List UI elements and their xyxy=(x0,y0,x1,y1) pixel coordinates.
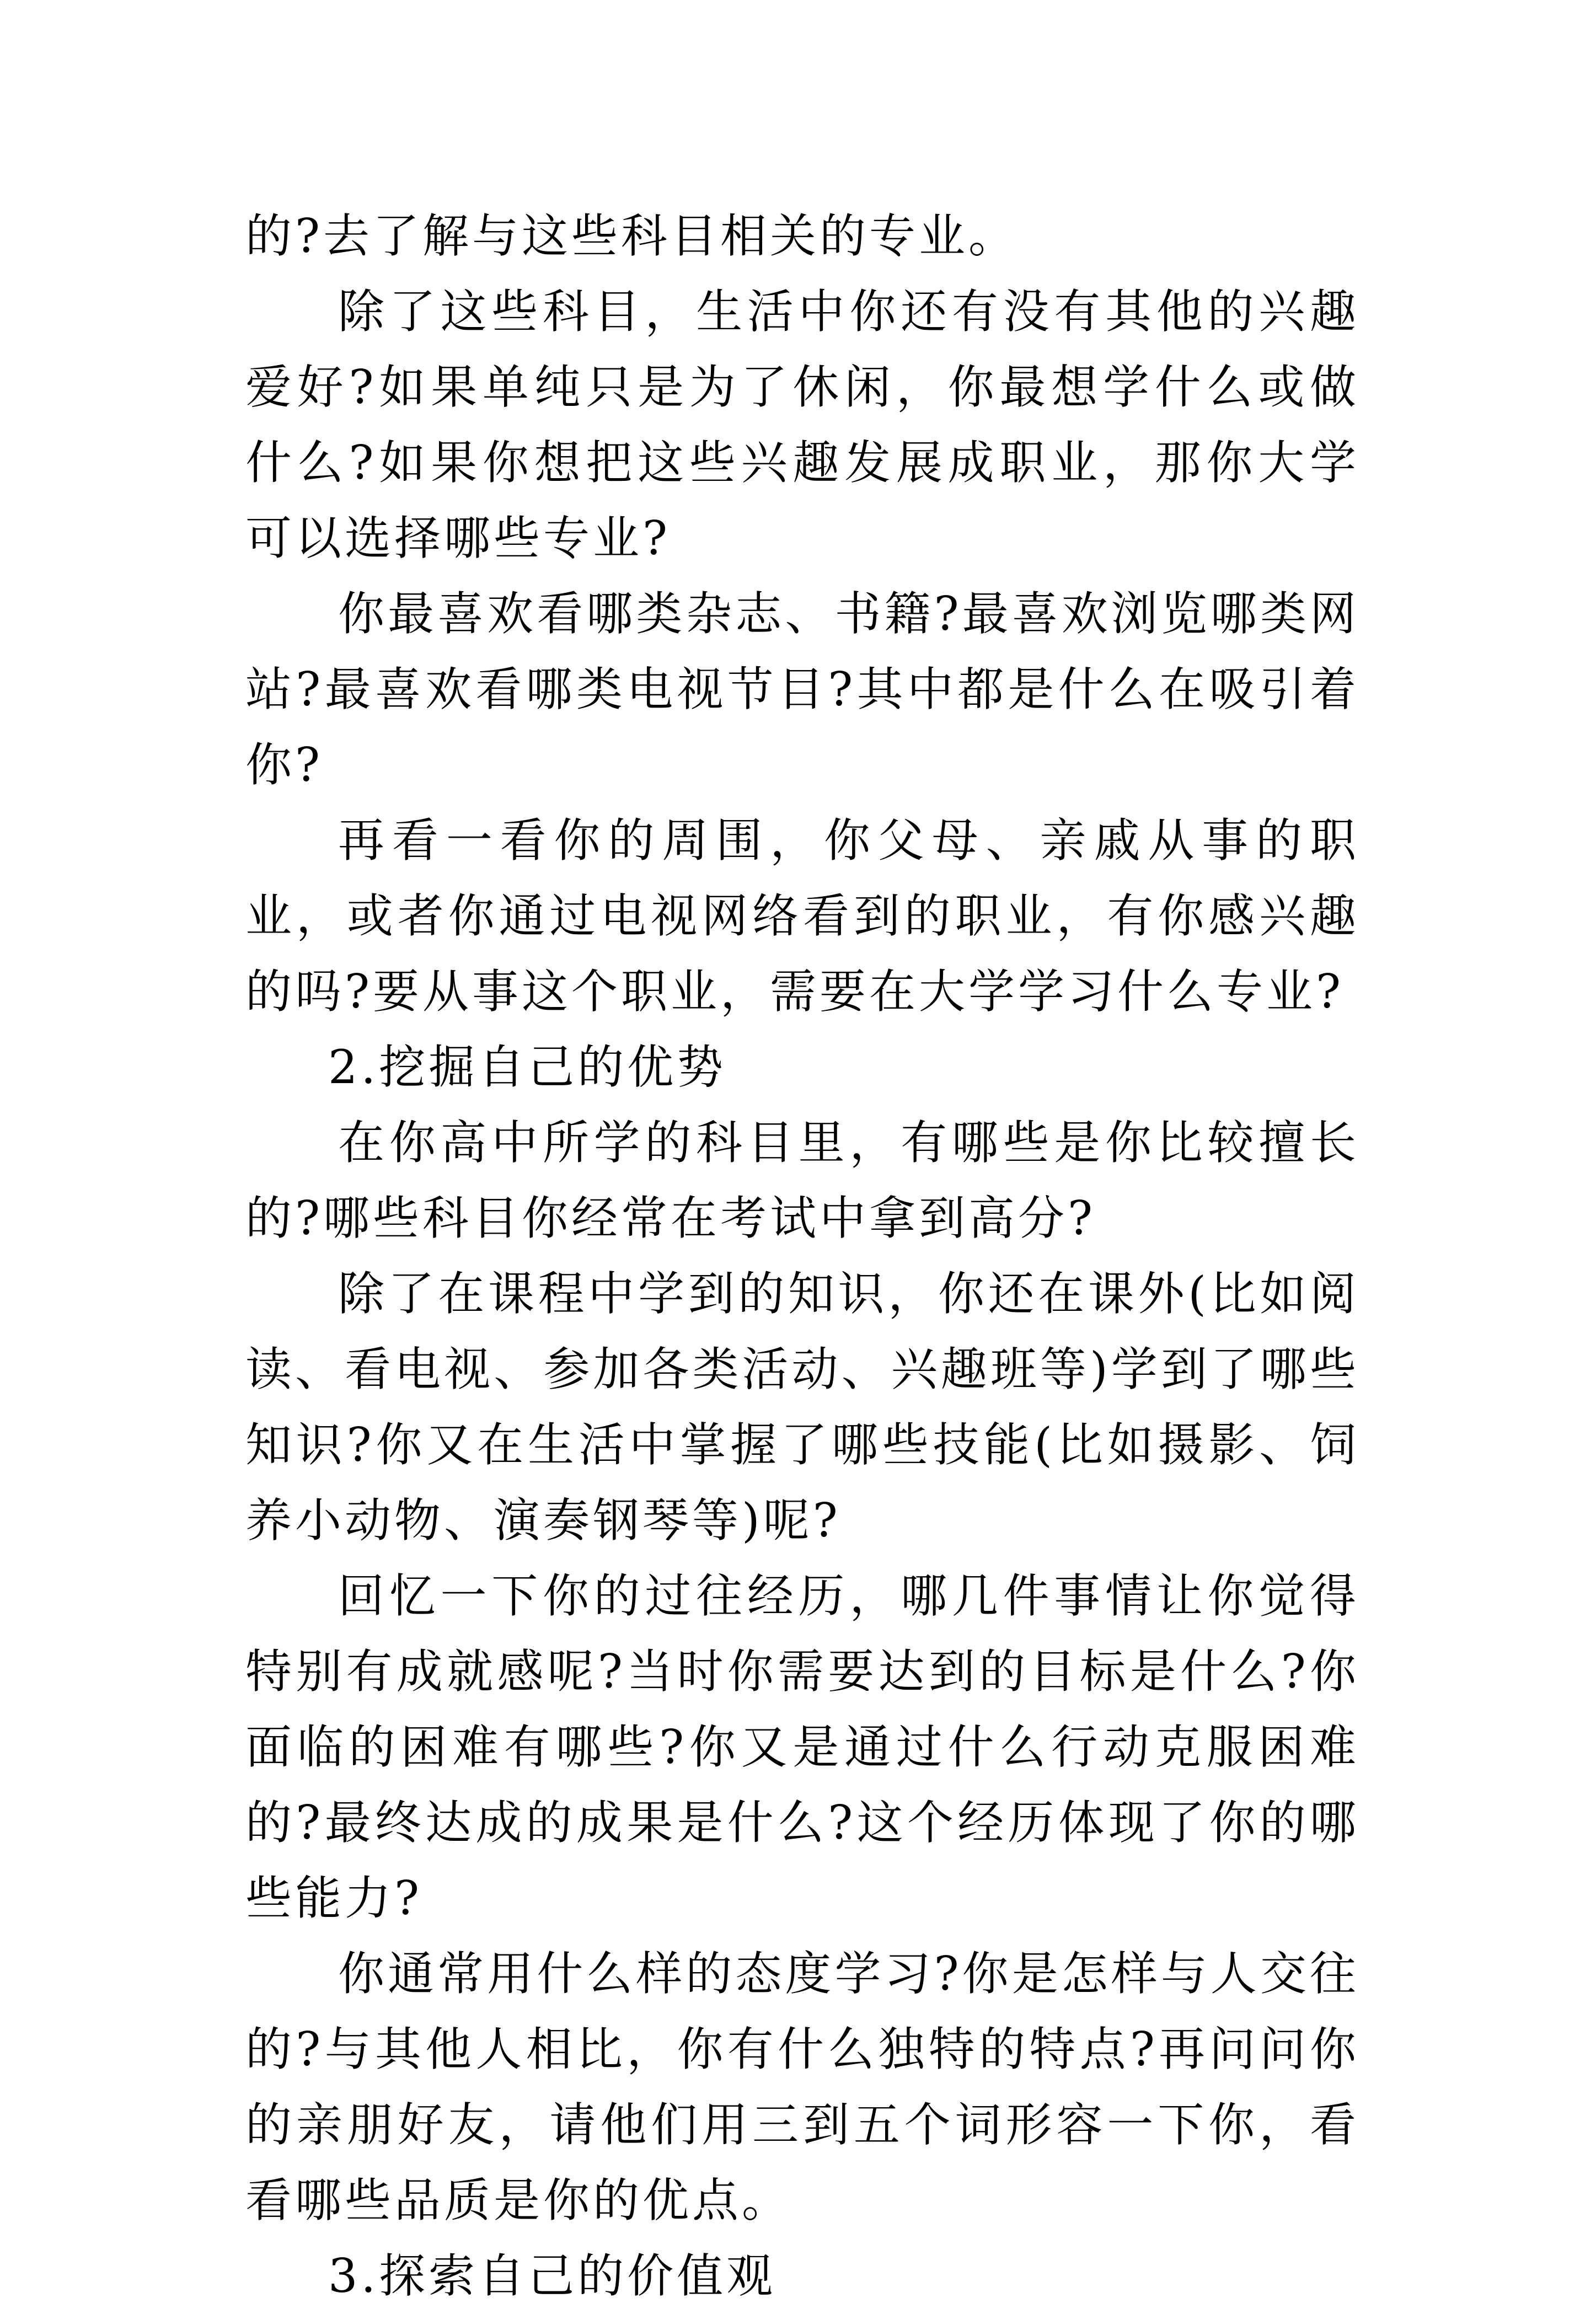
section-heading-values: 3.探索自己的价值观 xyxy=(328,2249,776,2303)
section-heading-strengths: 2.挖掘自己的优势 xyxy=(328,1040,727,1094)
paragraph-past-achievements: 回忆一下你的过往经历，哪几件事情让你觉得特别有成就感呢?当时你需要达到的目标是什么?你面临的困难有哪些?你又是通过什么行动克服困难的?最终达成的成果是什么?这个经历体现了你的哪些能力? xyxy=(245,1569,1359,1925)
paragraph-continuation: 的?去了解与这些科目相关的专业。 xyxy=(245,209,1019,263)
paragraph-media-preferences: 你最喜欢看哪类杂志、书籍?最喜欢浏览哪类网站?最喜欢看哪类电视节目?其中都是什么在吸引着你? xyxy=(245,587,1359,792)
paragraph-hobbies: 除了这些科目，生活中你还有没有其他的兴趣爱好?如果单纯只是为了休闲，你最想学什么或做什么?如果你想把这些兴趣发展成职业，那你大学可以选择哪些专业? xyxy=(245,285,1359,565)
paragraph-strong-subjects: 在你高中所学的科目里，有哪些是你比较擅长的?哪些科目你经常在考试中拿到高分? xyxy=(245,1116,1359,1245)
paragraph-personal-traits: 你通常用什么样的态度学习?你是怎样与人交往的?与其他人相比，你有什么独特的特点?再问问你的亲朋好友，请他们用三到五个词形容一下你，看看哪些品质是你的优点。 xyxy=(245,1947,1359,2227)
paragraph-extracurricular-skills: 除了在课程中学到的知识，你还在课外(比如阅读、看电视、参加各类活动、兴趣班等)学到了哪些知识?你又在生活中掌握了哪些技能(比如摄影、饲养小动物、演奏钢琴等)呢? xyxy=(245,1267,1359,1547)
paragraph-surrounding-careers: 再看一看你的周围，你父母、亲戚从事的职业，或者你通过电视网络看到的职业，有你感兴趣的吗?要从事这个职业，需要在大学学习什么专业? xyxy=(245,813,1359,1019)
document-body xyxy=(245,199,1359,2314)
